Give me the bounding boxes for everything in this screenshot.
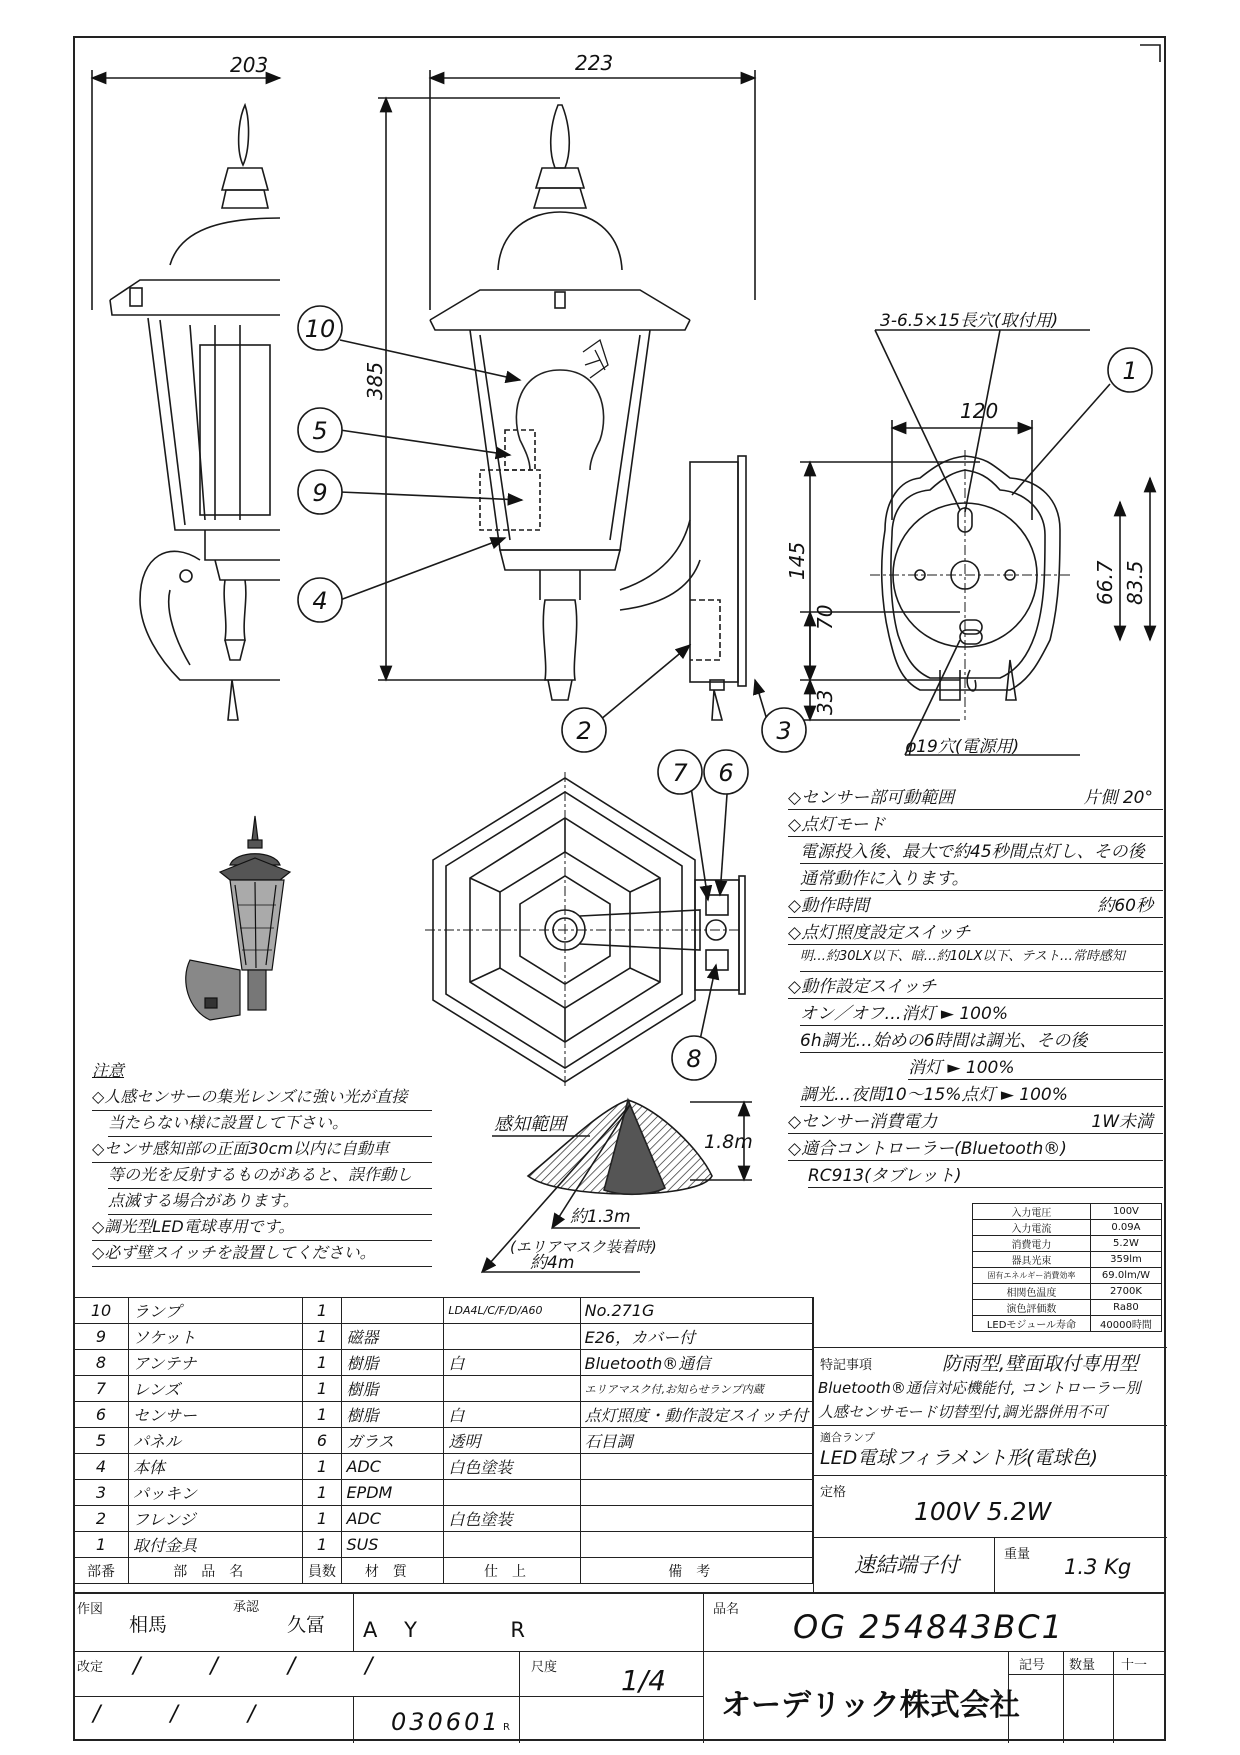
spec-label: RC913(タブレット): [808, 1166, 962, 1186]
revision-label: 改定: [77, 1660, 104, 1675]
parts-row: [74, 1454, 813, 1480]
lamp-label: 適合ランプ: [820, 1431, 875, 1444]
product-number: OG 254843BC1: [793, 1608, 1064, 1646]
product-label: 品名: [713, 1602, 740, 1617]
drawn-label: 作図: [77, 1602, 104, 1617]
parts-row: [74, 1350, 813, 1376]
parts-cell-name: ソケット: [129, 1324, 303, 1350]
parts-cell-qty: 1: [302, 1402, 342, 1428]
spec-list: [788, 783, 1163, 1198]
parts-cell-qty: 1: [302, 1454, 342, 1480]
parts-cell-remark: [580, 1480, 812, 1506]
note-line: ◇センサ感知部の正面30cm以内に自動車: [92, 1136, 432, 1163]
scale-label: 尺度: [531, 1660, 558, 1675]
parts-cell-name: アンテナ: [129, 1350, 303, 1376]
balloon-2-label: 2: [576, 717, 592, 745]
rating-value: 5.2W: [1090, 1236, 1161, 1252]
parts-cell-remark: E26，カバー付: [580, 1324, 812, 1350]
quantity-label: 数量: [1069, 1658, 1096, 1673]
parts-cell-finish: [444, 1324, 580, 1350]
spec-label: ◇センサー部可動範囲: [788, 788, 955, 808]
note-line: ◇人感センサーの集光レンズに強い光が直接: [92, 1084, 432, 1111]
parts-cell-remark: [580, 1506, 812, 1532]
revision-slashes-1: / / / /: [133, 1654, 373, 1679]
parts-cell-material: 樹脂: [342, 1350, 444, 1376]
parts-cell-no: 9: [74, 1324, 129, 1350]
rating-key: 器具光束: [973, 1252, 1091, 1268]
parts-cell-remark: [580, 1532, 812, 1558]
parts-cell-finish: LDA4L/C/F/D/A60: [444, 1298, 580, 1324]
rating-row: [973, 1252, 1162, 1268]
parts-cell-name: 取付金具: [129, 1532, 303, 1558]
dim-83-5: 83.5: [1123, 560, 1147, 605]
parts-cell-remark: [580, 1454, 812, 1480]
rating-key: 相関色温度: [973, 1284, 1091, 1300]
parts-cell-material: [342, 1298, 444, 1324]
spec-value: 片側 20°: [1083, 788, 1153, 808]
detection-height: 1.8m: [704, 1131, 753, 1153]
parts-cell-name: フレンジ: [129, 1506, 303, 1532]
lamp-value: LED電球フィラメント形(電球色): [820, 1447, 1098, 1469]
balloon-6-label: 6: [718, 759, 734, 787]
parts-cell-no: 7: [74, 1376, 129, 1402]
rating-value: 100V: [1090, 1204, 1161, 1220]
parts-row: [74, 1376, 813, 1402]
parts-cell-qty: 1: [302, 1480, 342, 1506]
spec-label: 6h調光…始めの6時間は調光、その後: [800, 1031, 1088, 1051]
spec-label: 通常動作に入ります。: [800, 869, 969, 889]
rating-key: 消費電力: [973, 1236, 1091, 1252]
spec-label: ◇点灯モード: [788, 815, 886, 835]
spec-row: [800, 999, 1163, 1026]
header-finish: 仕上: [444, 1558, 580, 1584]
notes-title: 注意: [92, 1061, 125, 1080]
rating-key: LEDモジュール寿命: [973, 1316, 1091, 1332]
product-perspective-image: [180, 810, 320, 1050]
rating-row: [973, 1220, 1162, 1236]
balloon-4-label: 4: [312, 587, 328, 615]
dim-223: 223: [575, 51, 614, 75]
note-line: 等の光を反射するものがあると、誤作動し: [108, 1162, 432, 1189]
weight-value: 1.3 Kg: [1064, 1555, 1132, 1579]
parts-cell-no: 3: [74, 1480, 129, 1506]
parts-cell-qty: 1: [302, 1506, 342, 1532]
rating-row: [973, 1268, 1162, 1284]
parts-cell-remark: Bluetooth®通信: [580, 1350, 812, 1376]
parts-cell-name: センサー: [129, 1402, 303, 1428]
rating-key: 演色評価数: [973, 1300, 1091, 1316]
terminal-note: 速結端子付: [854, 1553, 959, 1577]
spec-row: [788, 1107, 1163, 1134]
parts-cell-remark: No.271G: [580, 1298, 812, 1324]
detection-r1-note: (エリアマスク装着時): [510, 1238, 657, 1256]
balloon-1-label: 1: [1122, 357, 1138, 385]
parts-cell-no: 1: [74, 1532, 129, 1558]
balloon-3-label: 3: [776, 717, 792, 745]
spec-row: [788, 810, 1163, 837]
spec-value: 1W未満: [1091, 1112, 1153, 1132]
parts-row: [74, 1324, 813, 1350]
parts-cell-qty: 6: [302, 1428, 342, 1454]
symbol-label: 記号: [1019, 1658, 1046, 1673]
company-name: オーデリック株式会社: [721, 1688, 1020, 1723]
parts-cell-remark: 石目調: [580, 1428, 812, 1454]
parts-cell-material: ADC: [342, 1506, 444, 1532]
parts-row: [74, 1480, 813, 1506]
spec-row: [788, 1134, 1163, 1161]
spec-label: ◇適合コントローラー(Bluetooth®): [788, 1139, 1067, 1159]
parts-cell-remark: 点灯照度・動作設定スイッチ付: [580, 1402, 812, 1428]
parts-cell-no: 2: [74, 1506, 129, 1532]
rating-value: 2700K: [1090, 1284, 1161, 1300]
spec-row: [800, 864, 1163, 891]
spec-row: [788, 891, 1163, 918]
balloon-9-label: 9: [312, 479, 328, 507]
rating-row: [973, 1236, 1162, 1252]
balloon-5-label: 5: [312, 417, 328, 445]
parts-cell-finish: 白: [444, 1402, 580, 1428]
parts-cell-material: EPDM: [342, 1480, 444, 1506]
spec-row: [800, 837, 1163, 864]
drawn-by: 相馬: [129, 1614, 168, 1636]
dim-66-7: 66.7: [1093, 560, 1117, 605]
parts-cell-no: 10: [74, 1298, 129, 1324]
parts-cell-material: ガラス: [342, 1428, 444, 1454]
spec-row: [788, 918, 1163, 945]
parts-cell-name: 本体: [129, 1454, 303, 1480]
parts-table: [73, 1297, 813, 1584]
rating-value: 0.09A: [1090, 1220, 1161, 1236]
rating-value: Ra80: [1090, 1300, 1161, 1316]
parts-cell-finish: [444, 1480, 580, 1506]
spec-label: 明…約30LX以下、暗…約10LX以下、テスト…常時感知: [800, 949, 1125, 964]
parts-cell-material: 樹脂: [342, 1376, 444, 1402]
symbol-value: 十一: [1121, 1658, 1148, 1673]
rating-key: 固有エネルギー消費効率: [973, 1268, 1091, 1284]
parts-cell-finish: 白色塗装: [444, 1506, 580, 1532]
parts-cell-qty: 1: [302, 1298, 342, 1324]
hole-note: φ19穴(電源用): [905, 737, 1020, 757]
date-suffix: R: [503, 1722, 510, 1733]
parts-cell-name: レンズ: [129, 1376, 303, 1402]
parts-cell-qty: 1: [302, 1376, 342, 1402]
header-part-no: 部番: [74, 1558, 129, 1584]
parts-cell-finish: 白: [444, 1350, 580, 1376]
spec-label: ◇点灯照度設定スイッチ: [788, 923, 971, 943]
spec-label: 消灯 ► 100%: [908, 1058, 1015, 1078]
parts-cell-name: ランプ: [129, 1298, 303, 1324]
parts-cell-material: ADC: [342, 1454, 444, 1480]
parts-row: [74, 1506, 813, 1532]
scale-value: 1/4: [621, 1664, 667, 1697]
product-info-panel: [813, 1297, 1167, 1592]
weight-label: 重量: [1004, 1547, 1031, 1562]
parts-row: [74, 1298, 813, 1324]
parts-cell-qty: 1: [302, 1350, 342, 1376]
dim-203: 203: [230, 53, 269, 77]
drawing-date: 030601: [391, 1708, 501, 1736]
parts-cell-finish: [444, 1376, 580, 1402]
slot-note: 3-6.5×15長穴(取付用): [880, 311, 1059, 331]
rating-label: 定格: [820, 1485, 847, 1500]
rating-key: 入力電圧: [973, 1204, 1091, 1220]
dim-385: 385: [363, 361, 387, 400]
balloon-7-label: 7: [672, 759, 688, 787]
parts-cell-qty: 1: [302, 1532, 342, 1558]
parts-cell-name: パッキン: [129, 1480, 303, 1506]
spec-row: [908, 1053, 1163, 1080]
parts-cell-no: 5: [74, 1428, 129, 1454]
spec-label: ◇動作時間: [788, 896, 870, 916]
parts-header-row: [74, 1558, 813, 1584]
spec-row: [808, 1161, 1163, 1188]
dim-33: 33: [813, 689, 837, 715]
spec-label: ◇センサー消費電力: [788, 1112, 938, 1132]
spec-row: [788, 783, 1163, 810]
note-line: ◇必ず壁スイッチを設置してください。: [92, 1240, 432, 1267]
detection-r2: 約4m: [530, 1253, 575, 1273]
parts-cell-no: 8: [74, 1350, 129, 1376]
special-line-3: 人感センサモード切替型付,調光器併用不可: [818, 1403, 1108, 1421]
rating-value: 40000時間: [1090, 1316, 1161, 1332]
balloon-8-label: 8: [686, 1045, 702, 1073]
rating-value: 69.0lm/W: [1090, 1268, 1161, 1284]
parts-cell-finish: 透明: [444, 1428, 580, 1454]
parts-cell-material: 樹脂: [342, 1402, 444, 1428]
parts-cell-name: パネル: [129, 1428, 303, 1454]
note-line: 点滅する場合があります。: [108, 1188, 432, 1215]
spec-row: [800, 1080, 1163, 1107]
parts-row: [74, 1532, 813, 1558]
parts-cell-material: SUS: [342, 1532, 444, 1558]
parts-cell-qty: 1: [302, 1324, 342, 1350]
spec-label: 調光…夜間10～15%点灯 ► 100%: [800, 1085, 1068, 1105]
marks: A Y R: [363, 1618, 525, 1642]
header-part-name: 部品名: [129, 1558, 303, 1584]
parts-cell-finish: 白色塗装: [444, 1454, 580, 1480]
spec-value: 約60秒: [1097, 896, 1153, 916]
spec-label: 電源投入後、最大で約45秒間点灯し、その後: [800, 842, 1145, 862]
note-line: ◇調光型LED電球専用です。: [92, 1214, 432, 1241]
parts-cell-remark: エリアマスク付,お知らせランプ内蔵: [580, 1376, 812, 1402]
detection-r1: 約1.3m: [570, 1207, 631, 1227]
note-line: 当たらない様に設置して下さい。: [108, 1110, 432, 1137]
spec-row: [800, 945, 1163, 972]
parts-cell-finish: [444, 1532, 580, 1558]
detection-title: 感知範囲: [494, 1114, 566, 1135]
header-remark: 備考: [580, 1558, 812, 1584]
title-block: [73, 1592, 1166, 1743]
spec-row: [788, 972, 1163, 999]
approved-by: 久冨: [287, 1614, 326, 1636]
special-label: 特記事項: [820, 1358, 873, 1373]
parts-cell-material: 磁器: [342, 1324, 444, 1350]
spec-label: オン／オフ…消灯 ► 100%: [800, 1004, 1008, 1024]
parts-cell-no: 6: [74, 1402, 129, 1428]
special-line-2: Bluetooth®通信対応機能付, コントローラー別: [818, 1379, 1141, 1397]
balloon-10-label: 10: [304, 315, 336, 343]
parts-row: [74, 1428, 813, 1454]
spec-label: ◇動作設定スイッチ: [788, 977, 937, 997]
revision-slashes-2: / / /: [93, 1702, 256, 1727]
rating-key: 入力電流: [973, 1220, 1091, 1236]
rating-row: [973, 1204, 1162, 1220]
rating-value: 359lm: [1090, 1252, 1161, 1268]
approved-label: 承認: [233, 1600, 260, 1615]
rating-value: 100V 5.2W: [914, 1497, 1052, 1526]
spec-row: [800, 1026, 1163, 1053]
header-qty: 員数: [302, 1558, 342, 1584]
dim-70: 70: [813, 604, 837, 630]
dim-120: 120: [960, 399, 999, 423]
special-line-1: 防雨型,壁面取付専用型: [942, 1353, 1139, 1375]
parts-cell-no: 4: [74, 1454, 129, 1480]
parts-row: [74, 1402, 813, 1428]
dim-145: 145: [785, 541, 809, 580]
header-material: 材質: [342, 1558, 444, 1584]
